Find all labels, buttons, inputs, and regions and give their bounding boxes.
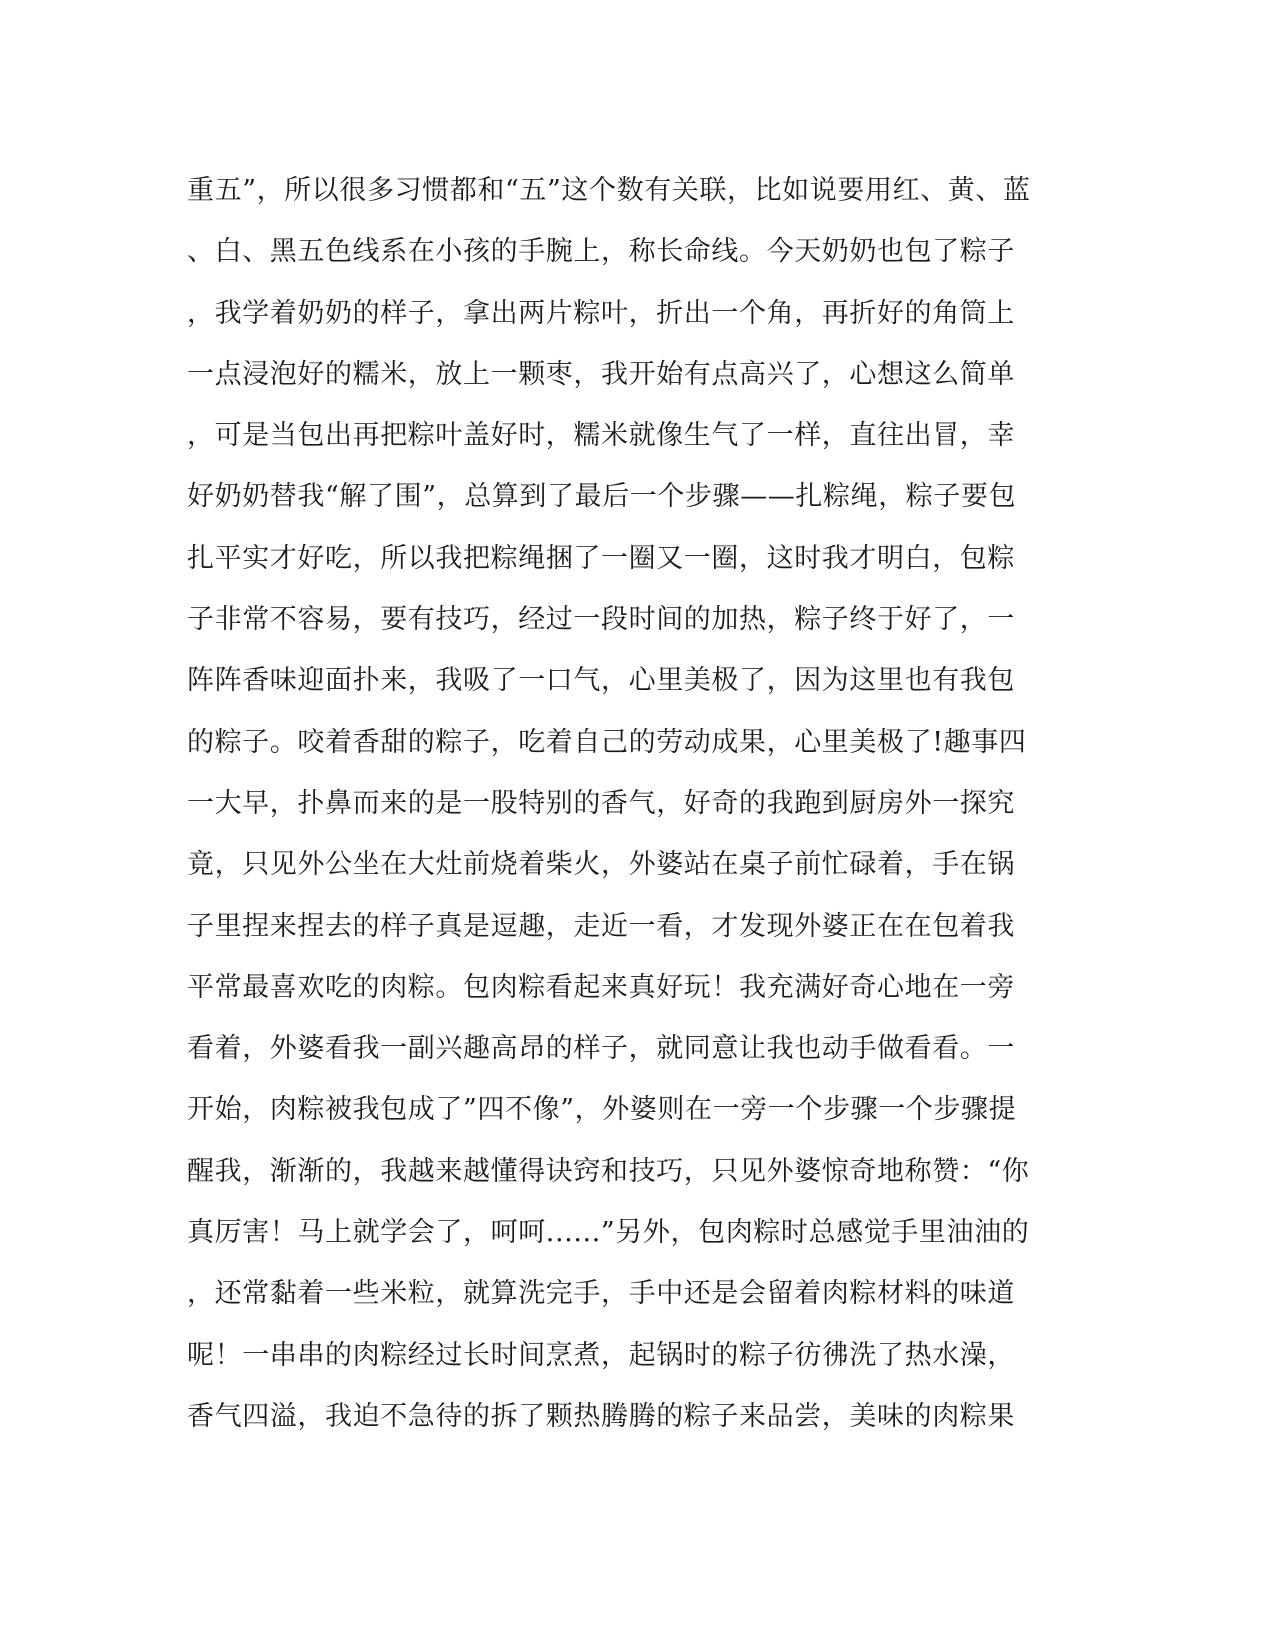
text-line: 一大早，扑鼻而来的是一股特别的香气，好奇的我跑到厨房外一探究 bbox=[187, 787, 1015, 819]
text-line: 竟，只见外公坐在大灶前烧着柴火，外婆站在桌子前忙碌着，手在锅 bbox=[187, 849, 1015, 881]
text-line: ，我学着奶奶的样子，拿出两片粽叶，折出一个角，再折好的角筒上 bbox=[187, 297, 1015, 329]
text-line: 、白、黑五色线系在小孩的手腕上，称长命线。今天奶奶也包了粽子 bbox=[187, 236, 1015, 268]
text-line: 子里捏来捏去的样子真是逗趣，走近一看，才发现外婆正在在包着我 bbox=[187, 910, 1015, 942]
text-line: 醒我，渐渐的，我越来越懂得诀窍和技巧，只见外婆惊奇地称赞：“你 bbox=[187, 1155, 1030, 1187]
text-line: 扎平实才好吃，所以我把粽绳捆了一圈又一圈，这时我才明白，包粽 bbox=[187, 542, 1015, 574]
text-line: 好奶奶替我“解了围”，总算到了最后一个步骤——扎粽绳，粽子要包 bbox=[187, 481, 1017, 513]
text-line: ，可是当包出再把粽叶盖好时，糯米就像生气了一样，直往出冒，幸 bbox=[187, 420, 1015, 452]
text-line: 呢！一串串的肉粽经过长时间烹煮，起锅时的粽子彷彿洗了热水澡， bbox=[187, 1339, 1015, 1371]
text-line: 重五”，所以很多习惯都和“五”这个数有关联，比如说要用红、黄、蓝 bbox=[187, 175, 1031, 206]
text-line: 平常最喜欢吃的肉粽。包肉粽看起来真好玩！我充满好奇心地在一旁 bbox=[187, 971, 1015, 1003]
text-line: 阵阵香味迎面扑来，我吸了一口气，心里美极了，因为这里也有我包 bbox=[187, 665, 1015, 697]
body-text bbox=[187, 160, 1067, 1447]
text-line: 开始，肉粽被我包成了”四不像”，外婆则在一旁一个步骤一个步骤提 bbox=[187, 1094, 1017, 1126]
text-line: 香气四溢，我迫不急待的拆了颗热腾腾的粽子来品尝，美味的肉粽果 bbox=[187, 1400, 1015, 1432]
text-line: 的粽子。咬着香甜的粽子，吃着自己的劳动成果，心里美极了!趣事四 bbox=[187, 726, 1027, 758]
text-line: 真厉害！马上就学会了，呵呵......”另外，包肉粽时总感觉手里油油的 bbox=[187, 1217, 1030, 1249]
text-line: ，还常黏着一些米粒，就算洗完手，手中还是会留着肉粽材料的味道 bbox=[187, 1278, 1015, 1310]
text-line: 一点浸泡好的糯米，放上一颗枣，我开始有点高兴了，心想这么简单 bbox=[187, 358, 1015, 390]
text-line: 子非常不容易，要有技巧，经过一段时间的加热，粽子终于好了，一 bbox=[187, 604, 1015, 636]
text-line: 看着，外婆看我一副兴趣高昂的样子，就同意让我也动手做看看。一 bbox=[187, 1033, 1015, 1065]
